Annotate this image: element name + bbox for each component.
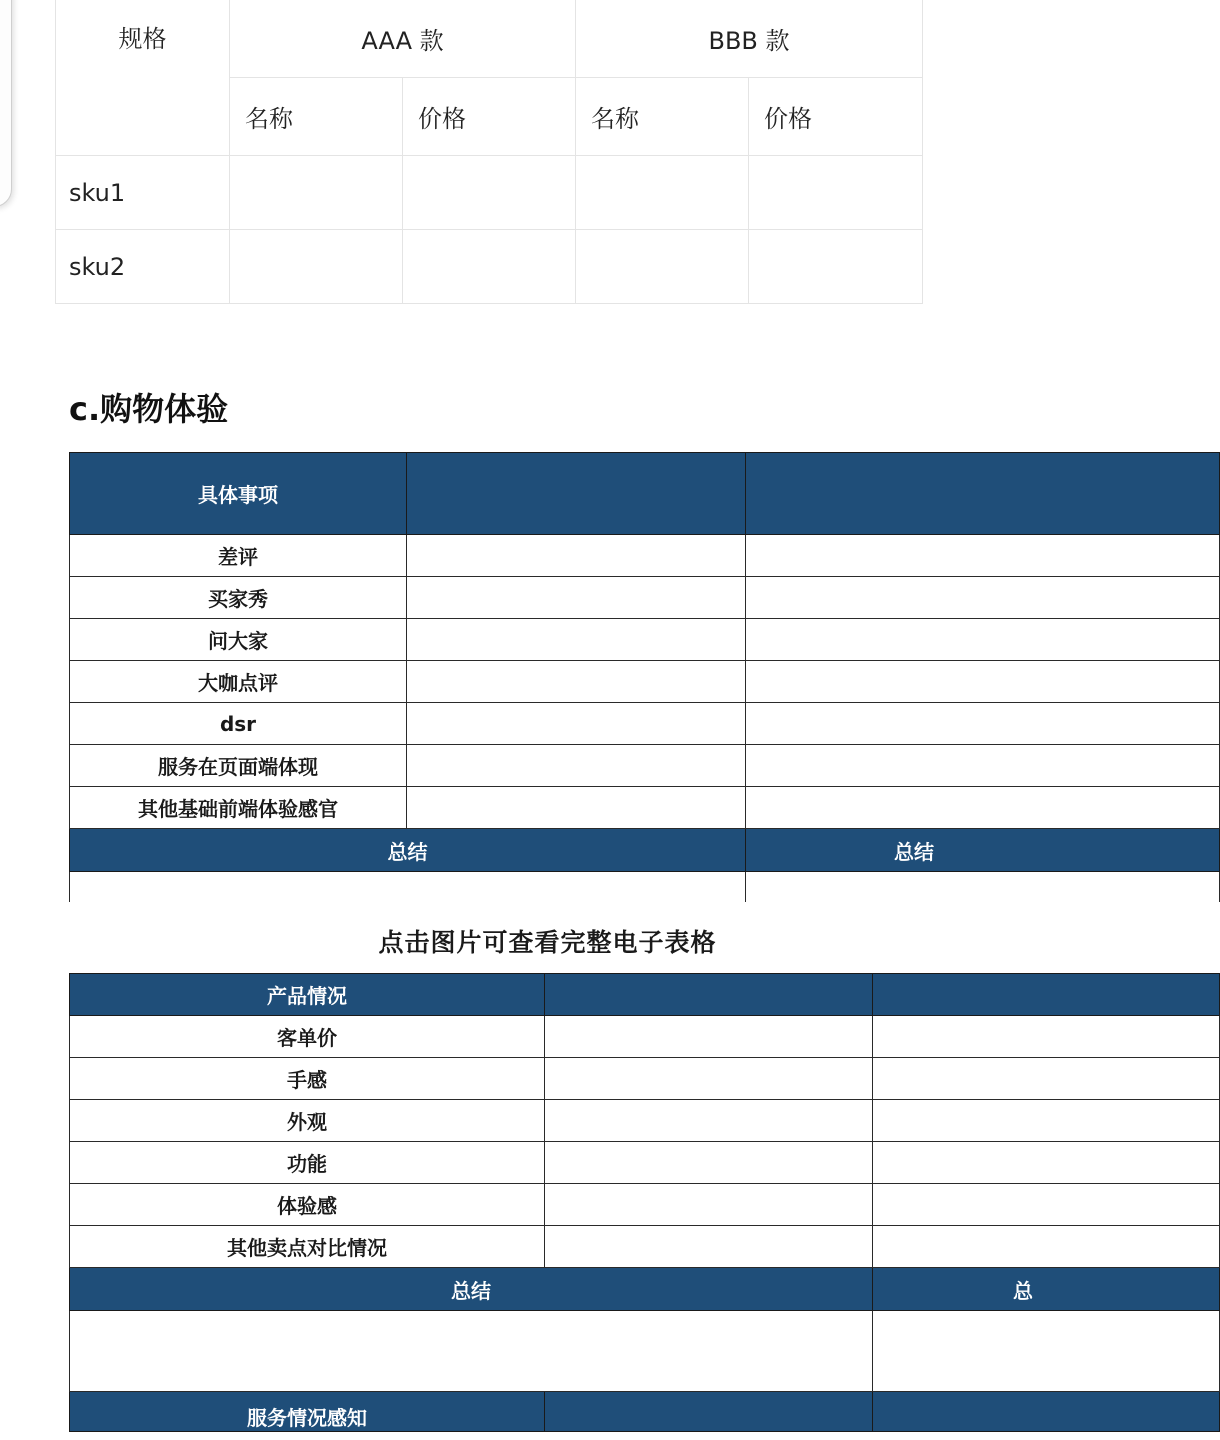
row-label: 差评 xyxy=(70,535,407,577)
table-row xyxy=(70,1016,1220,1058)
table-cell xyxy=(873,1100,1220,1142)
table-row xyxy=(70,745,1220,787)
summary-label: 总结 xyxy=(70,1268,873,1311)
row-label: 体验感 xyxy=(70,1184,545,1226)
sku-label: sku2 xyxy=(56,230,230,304)
table-row xyxy=(70,535,1220,577)
row-label: 其他基础前端体验感官 xyxy=(70,787,407,829)
product-table xyxy=(69,973,1220,1432)
row-label: 其他卖点对比情况 xyxy=(70,1226,545,1268)
table-row xyxy=(70,1058,1220,1100)
summary-label: 总 xyxy=(873,1268,1220,1311)
row-label: 大咖点评 xyxy=(70,661,407,703)
table-cell xyxy=(576,156,749,230)
table-cell xyxy=(873,1058,1220,1100)
subheader-name-bbb: 名称 xyxy=(576,78,749,156)
view-full-sheet-caption: 点击图片可查看完整电子表格 xyxy=(378,928,717,957)
product-header-row xyxy=(70,974,1220,1016)
summary-label: 总结 xyxy=(746,829,1220,872)
product-table-image[interactable] xyxy=(69,973,1033,1430)
table-cell xyxy=(230,230,403,304)
table-row xyxy=(70,577,1220,619)
row-label: dsr xyxy=(70,703,407,745)
table-cell xyxy=(873,1226,1220,1268)
table-row xyxy=(70,1184,1220,1226)
sku-label: sku1 xyxy=(56,156,230,230)
table-row xyxy=(70,661,1220,703)
table-cell xyxy=(873,1142,1220,1184)
table-cell xyxy=(746,619,1220,661)
table-cell xyxy=(407,745,746,787)
row-label: 服务在页面端体现 xyxy=(70,745,407,787)
experience-summary-row xyxy=(70,829,1220,872)
variant-header-aaa: AAA 款 xyxy=(230,0,576,78)
experience-header-col xyxy=(407,453,746,535)
table-cell xyxy=(873,1392,1220,1432)
table-cell xyxy=(70,1311,873,1392)
table-cell xyxy=(545,1226,873,1268)
service-header-label: 服务情况感知 xyxy=(70,1392,545,1432)
table-cell xyxy=(407,703,746,745)
experience-header-label: 具体事项 xyxy=(70,453,407,535)
experience-header-col xyxy=(746,453,1220,535)
summary-label: 总结 xyxy=(70,829,746,872)
experience-header-row xyxy=(70,453,1220,535)
table-row xyxy=(56,156,923,230)
table-row xyxy=(70,1226,1220,1268)
row-label: 问大家 xyxy=(70,619,407,661)
product-summary-row xyxy=(70,1268,1220,1311)
table-cell xyxy=(746,787,1220,829)
table-cell xyxy=(746,872,1220,902)
table-cell xyxy=(407,577,746,619)
spec-table xyxy=(55,0,923,304)
table-cell xyxy=(873,1184,1220,1226)
section-title: c.购物体验 xyxy=(69,390,229,428)
table-cell xyxy=(545,1100,873,1142)
product-header-col xyxy=(873,974,1220,1016)
table-cell xyxy=(545,1142,873,1184)
variant-header-bbb: BBB 款 xyxy=(576,0,923,78)
experience-summary-body xyxy=(70,872,1220,902)
table-cell xyxy=(873,1016,1220,1058)
subheader-name-aaa: 名称 xyxy=(230,78,403,156)
service-header-row xyxy=(70,1392,1220,1432)
table-cell xyxy=(746,535,1220,577)
table-row xyxy=(70,619,1220,661)
spec-header-row xyxy=(56,0,923,78)
row-label: 客单价 xyxy=(70,1016,545,1058)
table-cell xyxy=(403,156,576,230)
experience-table xyxy=(69,452,1220,902)
product-summary-body xyxy=(70,1311,1220,1392)
table-row xyxy=(56,230,923,304)
table-row xyxy=(70,1100,1220,1142)
table-row xyxy=(70,1142,1220,1184)
table-row xyxy=(70,703,1220,745)
row-label: 手感 xyxy=(70,1058,545,1100)
experience-table-image[interactable] xyxy=(69,452,1026,905)
table-cell xyxy=(746,577,1220,619)
side-card-edge xyxy=(0,0,12,207)
table-cell xyxy=(576,230,749,304)
row-label: 功能 xyxy=(70,1142,545,1184)
table-cell xyxy=(545,1392,873,1432)
table-cell xyxy=(407,787,746,829)
table-cell xyxy=(230,156,403,230)
table-cell xyxy=(545,1016,873,1058)
table-cell xyxy=(403,230,576,304)
subheader-price-aaa: 价格 xyxy=(403,78,576,156)
table-cell xyxy=(70,872,746,902)
table-cell xyxy=(545,1184,873,1226)
table-cell xyxy=(746,703,1220,745)
subheader-price-bbb: 价格 xyxy=(749,78,923,156)
table-cell xyxy=(749,230,923,304)
table-cell xyxy=(545,1058,873,1100)
row-label: 外观 xyxy=(70,1100,545,1142)
spec-corner-label: 规格 xyxy=(56,0,230,156)
table-cell xyxy=(749,156,923,230)
product-header-label: 产品情况 xyxy=(70,974,545,1016)
table-cell xyxy=(407,619,746,661)
table-cell xyxy=(746,661,1220,703)
table-cell xyxy=(746,745,1220,787)
table-cell xyxy=(407,661,746,703)
table-cell xyxy=(873,1311,1220,1392)
table-row xyxy=(70,787,1220,829)
row-label: 买家秀 xyxy=(70,577,407,619)
product-header-col xyxy=(545,974,873,1016)
table-cell xyxy=(407,535,746,577)
